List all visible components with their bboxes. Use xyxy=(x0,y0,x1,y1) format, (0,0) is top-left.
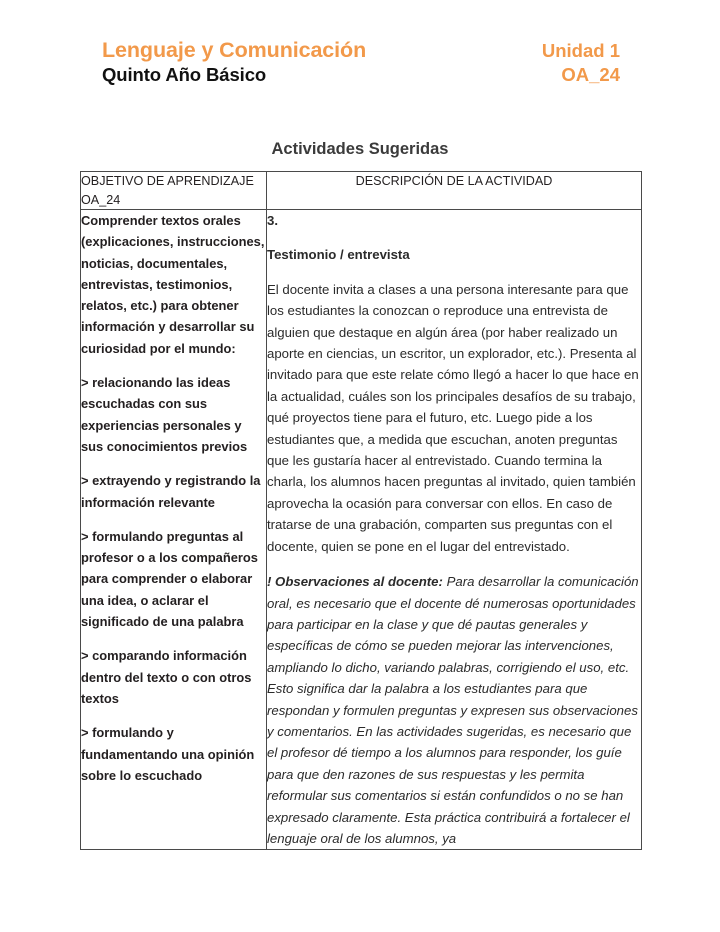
activity-body: El docente invita a clases a una persona interesante para que los estudiantes la conozcan o reproduce una entrevista de alguien que destaque en algún área (por haber realizado un aporte en ciencias, un escritor, un explorador, etc.). Presenta al invitado para que este relate cómo llegó a hacer lo que hace en la actualidad, cuáles son los principales desafíos de su trabajo, qué proyectos tiene para el futuro, etc. Luego pide a los estudiantes que, a medida que escuchan, anoten preguntas que les gustaría hacer al entrevistado. Cuando termina la charla, los alumnos hacen preguntas al invitado, quien también aprovecha la ocasión para conversar con ellos. En caso de tratarse de una grabación, comparten sus preguntas con el docente, quien se pone en el lugar del entrevistado. xyxy=(267,281,639,554)
activity-subtitle: Testimonio / entrevista xyxy=(267,247,410,263)
observation-text: Para desarrollar la comunicación oral, es necesario que el docente dé numerosas oportunidades para participar en la clase y que dé pautas generales y específicas de cómo se pueden mejorar las intervenciones, ampliando lo dicho, variando palabras, corrigiendo el uso, etc. Esto significa dar la palabra a los estudiantes para que respondan y formulen preguntas y expresen sus observaciones y comentarios. En las actividades sugeridas, es necesario que el profesor dé tiempo a los alumnos para responder, los guíe para que den razones de sus respuestas y les permita reformular sus comentarios si están confundidos o no se han expresado claramente. Esta práctica contribuirá a fortalecer el lenguaje oral de los alumnos, ya xyxy=(267,574,639,846)
activities-table xyxy=(80,171,642,850)
grade-title: Quinto Año Básico xyxy=(102,64,267,85)
subject-title: Lenguaje y Comunicación xyxy=(102,38,367,62)
table-row xyxy=(81,210,642,850)
objective-bullet-5: > formulando y fundamentando una opinión sobre lo escuchado xyxy=(81,725,255,783)
objective-bullet-2: > extrayendo y registrando la información relevante xyxy=(81,473,261,510)
table-header-row xyxy=(81,172,642,210)
observation-label: ! Observaciones al docente: xyxy=(267,574,443,590)
activity-number: 3. xyxy=(267,213,278,228)
teacher-observation xyxy=(267,571,641,849)
objective-bullet-4: > comparando información dentro del texto o con otros textos xyxy=(81,648,252,706)
section-title: Actividades Sugeridas xyxy=(271,140,449,158)
objective-bullet-1: > relacionando las ideas escuchadas con sus experiencias personales y sus conocimientos previos xyxy=(81,375,248,454)
description-cell xyxy=(267,210,642,850)
column-header-description: DESCRIPCIÓN DE LA ACTIVIDAD xyxy=(267,172,642,210)
objective-bullet-3: > formulando preguntas al profesor o a los compañeros para comprender o elaborar una idea, o aclarar el significado de una palabra xyxy=(81,528,258,630)
header-right-block xyxy=(542,38,620,87)
header-left-block xyxy=(102,38,366,87)
objective-intro: Comprender textos orales (explicaciones, instrucciones, noticias, documentales, entrevistas, testimonios, relatos, etc.) para obtener información y desarrollar su curiosidad por el mundo: xyxy=(81,213,265,356)
unit-label: Unidad 1 xyxy=(541,40,620,61)
column-header-objective: OBJETIVO DE APRENDIZAJE OA_24 xyxy=(81,172,267,210)
oa-code-label: OA_24 xyxy=(561,64,620,85)
objective-cell xyxy=(81,210,267,850)
document-header xyxy=(80,38,620,100)
